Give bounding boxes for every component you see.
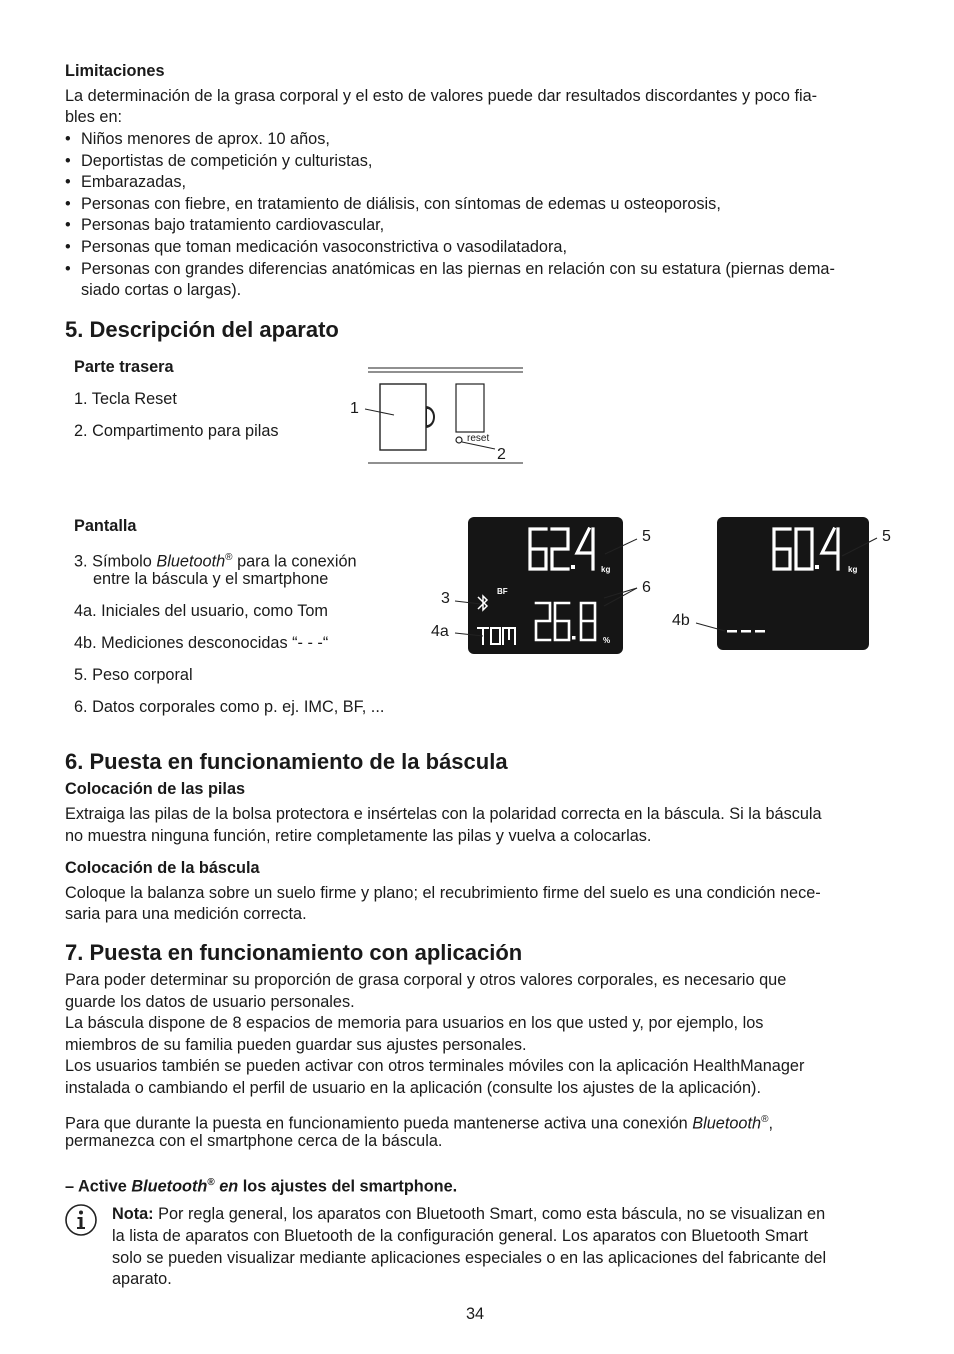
reset-hole bbox=[456, 437, 462, 443]
item3-reg: ® bbox=[225, 552, 233, 563]
section6-sub2: Colocación de la báscula bbox=[65, 859, 260, 877]
bullet-text: Niños menores de aprox. 10 años, bbox=[81, 130, 330, 148]
display-user-callout-lines bbox=[420, 520, 670, 660]
callout-5: 5 bbox=[642, 528, 651, 545]
section6-p1-line-1: Extraiga las pilas de la bolsa protectora e insértelas con la polaridad correcta en la báscula. Si la báscula bbox=[65, 805, 822, 823]
step-pre: – Active bbox=[65, 1177, 132, 1196]
section6-title: 6. Puesta en funcionamiento de la báscula bbox=[65, 749, 508, 774]
rear-item-1: 1. Tecla Reset bbox=[74, 390, 177, 408]
bt-post: , bbox=[768, 1114, 773, 1133]
bullet-text: siado cortas o largas). bbox=[81, 281, 242, 300]
display-heading: Pantalla bbox=[74, 517, 137, 535]
limitaciones-intro-line-1: La determinación de la grasa corporal y el esto de valores puede dar resultados discordantes y poco fia- bbox=[65, 87, 818, 105]
section7-body bbox=[65, 970, 804, 1100]
bullet-item: • Personas que toman medicación vasoconstrictiva o vasodilatadora, bbox=[65, 237, 567, 256]
item3-post: para la conexión bbox=[232, 552, 357, 571]
section7-line: instalada o cambiando el perfil de usuario en la aplicación (consulte los ajustes de la aplicación). bbox=[65, 1078, 761, 1097]
step-post: los ajustes del smartphone. bbox=[238, 1177, 458, 1196]
bt-pre: Para que durante la puesta en funcionamiento pueda mantenerse activa una conexión bbox=[65, 1114, 693, 1133]
display-item-5: 5. Peso corporal bbox=[74, 666, 193, 684]
step-reg: ® bbox=[207, 1177, 215, 1188]
bullet-item: • Embarazadas, bbox=[65, 173, 186, 192]
note-line-3: solo se pueden visualizar mediante aplicaciones especiales o en las aplicaciones del fabricante del bbox=[112, 1249, 827, 1267]
page-number: 34 bbox=[466, 1305, 485, 1323]
bullet-text: Deportistas de competición y culturistas, bbox=[81, 151, 373, 170]
note-line-4: aparato. bbox=[112, 1270, 172, 1288]
item3-pre: 3. Símbolo bbox=[74, 552, 157, 571]
display-item-3-line-2: entre la báscula y el smartphone bbox=[93, 570, 329, 588]
section6-p1-line-2: no muestra ninguna función, retire completamente las pilas y vuelva a colocarlas. bbox=[65, 827, 652, 845]
callout-3: 3 bbox=[441, 590, 450, 607]
note-line-2: la lista de aparatos con Bluetooth de la configuración general. Los aparatos con Bluetooth Smart bbox=[112, 1227, 809, 1245]
bt-reg: ® bbox=[761, 1114, 769, 1125]
display-item-4a: 4a. Iniciales del usuario, como Tom bbox=[74, 602, 328, 620]
bullet-item: • Personas con grandes diferencias anatómicas en las piernas en relación con su estatura (piernas dema- bbox=[65, 259, 835, 278]
limitaciones-heading: Limitaciones bbox=[65, 62, 165, 80]
section7-line: Los usuarios también se pueden activar con otros terminales móviles con la aplicación HealthManager bbox=[65, 1057, 805, 1076]
bullet-item: • Deportistas de competición y culturistas, bbox=[65, 151, 373, 170]
bullet-item: • Personas bajo tratamiento cardiovascular, bbox=[65, 216, 385, 235]
bullet-text: Personas con grandes diferencias anatómicas en las piernas en relación con su estatura (piernas dema- bbox=[81, 259, 835, 278]
section6-p2-line-1: Coloque la balanza sobre un suelo firme y plano; el recubrimiento firme del suelo es una condición nece- bbox=[65, 884, 821, 902]
rear-callout-2: 2 bbox=[497, 446, 506, 463]
note-text: Por regla general, los aparatos con Bluetooth Smart, como esta báscula, no se visualizan en bbox=[153, 1205, 826, 1223]
lcd-weight-unit: kg bbox=[601, 565, 611, 574]
section7-bt-line-2: permanezca con el smartphone cerca de la báscula. bbox=[65, 1132, 443, 1150]
reset-button-outline bbox=[380, 384, 426, 450]
battery-compartment bbox=[456, 384, 484, 432]
step-italic-2: en bbox=[214, 1177, 239, 1196]
rear-callout-1: 1 bbox=[350, 400, 359, 417]
section7-line: guarde los datos de usuario personales. bbox=[65, 992, 355, 1011]
section7-line: Para poder determinar su proporción de grasa corporal y otros valores corporales, es necesario que bbox=[65, 971, 787, 989]
section5-title: 5. Descripción del aparato bbox=[65, 317, 339, 342]
display-unknown-callout-lines bbox=[690, 520, 890, 640]
rear-diagram bbox=[345, 362, 535, 470]
rear-heading: Parte trasera bbox=[74, 358, 174, 376]
lcd-weight-unit-2: kg bbox=[848, 565, 858, 574]
bullet-text: Embarazadas, bbox=[81, 173, 186, 192]
bullet-text: Personas con fiebre, en tratamiento de diálisis, con síntomas de edemas u osteoporosis, bbox=[81, 194, 721, 213]
bullet-item: • Niños menores de aprox. 10 años, bbox=[65, 130, 330, 148]
bt-italic: Bluetooth bbox=[692, 1114, 762, 1133]
bullet-text: Personas que toman medicación vasoconstrictiva o vasodilatadora, bbox=[81, 237, 567, 256]
callout-4b: 4b bbox=[672, 612, 690, 629]
section7-title: 7. Puesta en funcionamiento con aplicación bbox=[65, 940, 523, 965]
lcd-bf-unit: % bbox=[603, 636, 611, 645]
callout-6: 6 bbox=[642, 579, 651, 596]
lcd-bf-label: BF bbox=[497, 587, 508, 596]
note-label: Nota: bbox=[112, 1205, 154, 1223]
section6-p2-line-2: saria para una medición correcta. bbox=[65, 905, 307, 923]
bullet-item-continuation bbox=[65, 280, 905, 302]
section7-line: miembros de su familia pueden guardar sus ajustes personales. bbox=[65, 1035, 527, 1054]
info-icon bbox=[64, 1203, 98, 1237]
reset-label: reset bbox=[467, 433, 490, 444]
limitaciones-intro-line-2: bles en: bbox=[65, 108, 123, 126]
item3-italic: Bluetooth bbox=[156, 552, 226, 571]
note-line-1 bbox=[112, 1204, 825, 1226]
display-item-6: 6. Datos corporales como p. ej. IMC, BF, ... bbox=[74, 698, 385, 716]
callout-5b: 5 bbox=[882, 528, 891, 545]
display-item-4b: 4b. Mediciones desconocidas “- - -“ bbox=[74, 634, 329, 652]
section7-step bbox=[65, 1172, 457, 1198]
callout-4a: 4a bbox=[431, 623, 449, 640]
section7-line: La báscula dispone de 8 espacios de memoria para usuarios en los que usted y, por ejemplo, los bbox=[65, 1014, 764, 1033]
limitaciones-bullet-list bbox=[65, 129, 905, 302]
step-italic: Bluetooth bbox=[131, 1177, 208, 1196]
bullet-item: • Personas con fiebre, en tratamiento de diálisis, con síntomas de edemas u osteoporosis, bbox=[65, 194, 721, 213]
section6-sub1: Colocación de las pilas bbox=[65, 780, 246, 798]
bullet-text: Personas bajo tratamiento cardiovascular, bbox=[81, 216, 385, 235]
rear-item-2: 2. Compartimento para pilas bbox=[74, 422, 279, 440]
